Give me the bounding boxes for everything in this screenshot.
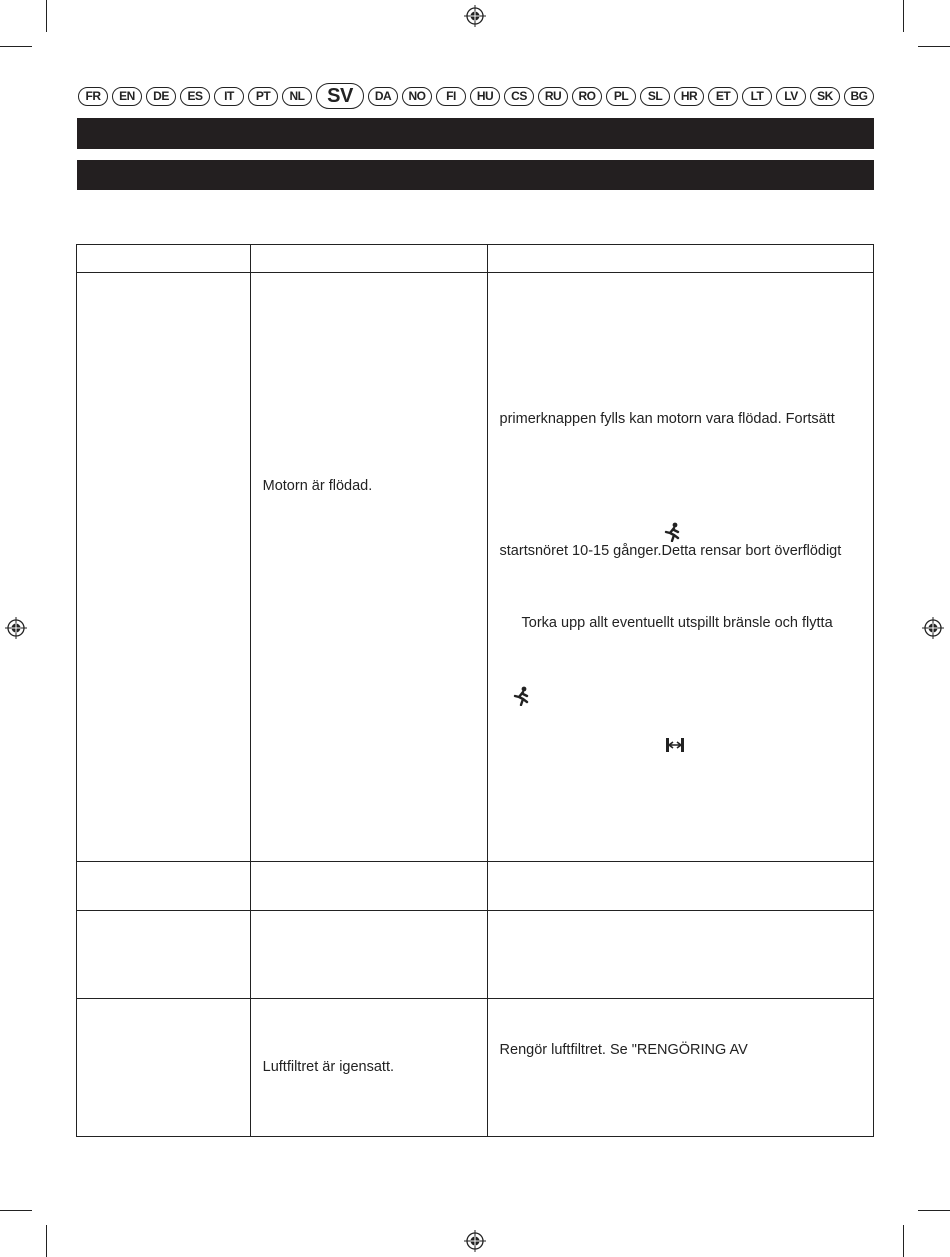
cause-cell — [250, 862, 487, 911]
language-pill-en[interactable]: EN — [112, 87, 142, 106]
language-pill-no[interactable]: NO — [402, 87, 432, 106]
solution-cell — [487, 273, 873, 862]
solution-cell — [487, 999, 873, 1137]
registration-mark-icon — [922, 617, 944, 639]
crop-mark — [0, 1210, 32, 1211]
cause-cell — [250, 999, 487, 1137]
language-pill-hr[interactable]: HR — [674, 87, 704, 106]
language-pill-hu[interactable]: HU — [470, 87, 500, 106]
cause-cell — [250, 911, 487, 999]
solution-cell — [487, 911, 873, 999]
language-pill-es[interactable]: ES — [180, 87, 210, 106]
language-pill-fr[interactable]: FR — [78, 87, 108, 106]
table-row — [77, 862, 874, 911]
language-pill-bg[interactable]: BG — [844, 87, 874, 106]
crop-mark — [46, 1225, 47, 1257]
crop-mark — [903, 1225, 904, 1257]
cause-cell — [250, 273, 487, 862]
language-pill-sl[interactable]: SL — [640, 87, 670, 106]
language-pill-ro[interactable]: RO — [572, 87, 602, 106]
language-pill-cs[interactable]: CS — [504, 87, 534, 106]
language-pill-et[interactable]: ET — [708, 87, 738, 106]
language-pill-it[interactable]: IT — [214, 87, 244, 106]
registration-mark-icon — [464, 5, 486, 27]
table-header-row — [77, 245, 874, 273]
language-pill-ru[interactable]: RU — [538, 87, 568, 106]
header-solution — [487, 245, 873, 273]
language-pill-nl[interactable]: NL — [282, 87, 312, 106]
crop-mark — [46, 0, 47, 32]
full-throttle-icon — [665, 738, 685, 752]
run-icon — [663, 522, 681, 542]
crop-mark — [918, 1210, 950, 1211]
section-title-bar — [77, 118, 874, 149]
crop-mark — [0, 46, 32, 47]
solution-line: startsnöret 10-15 gånger.Detta rensar bort överflödigt — [499, 543, 842, 559]
header-problem — [77, 245, 251, 273]
section-subtitle-bar — [77, 160, 874, 190]
language-pill-pl[interactable]: PL — [606, 87, 636, 106]
run-icon — [512, 686, 530, 706]
solution-line: primerknappen fylls kan motorn vara flödad. Fortsätt — [499, 411, 835, 427]
table-row — [77, 911, 874, 999]
language-pill-da[interactable]: DA — [368, 87, 398, 106]
header-cause — [250, 245, 487, 273]
registration-mark-icon — [464, 1230, 486, 1252]
problem-cell — [77, 273, 251, 862]
problem-cell — [77, 911, 251, 999]
table-row — [77, 999, 874, 1137]
solution-line: Torka upp allt eventuellt utspillt bränsle och flytta — [521, 615, 833, 631]
problem-cell — [77, 862, 251, 911]
language-pill-de[interactable]: DE — [146, 87, 176, 106]
cause-text: Motorn är flödad. — [262, 478, 373, 494]
language-pill-sv[interactable]: SV — [316, 83, 364, 109]
troubleshooting-table — [76, 244, 874, 1137]
table-row — [77, 273, 874, 862]
registration-mark-icon — [5, 617, 27, 639]
language-pill-pt[interactable]: PT — [248, 87, 278, 106]
crop-mark — [918, 46, 950, 47]
language-selector — [78, 84, 874, 108]
language-pill-lt[interactable]: LT — [742, 87, 772, 106]
solution-text: Rengör luftfiltret. Se "RENGÖRING AV — [499, 1042, 748, 1058]
solution-cell — [487, 862, 873, 911]
language-pill-lv[interactable]: LV — [776, 87, 806, 106]
language-pill-sk[interactable]: SK — [810, 87, 840, 106]
crop-mark — [903, 0, 904, 32]
cause-text: Luftfiltret är igensatt. — [262, 1059, 395, 1075]
problem-cell — [77, 999, 251, 1137]
language-pill-fi[interactable]: FI — [436, 87, 466, 106]
